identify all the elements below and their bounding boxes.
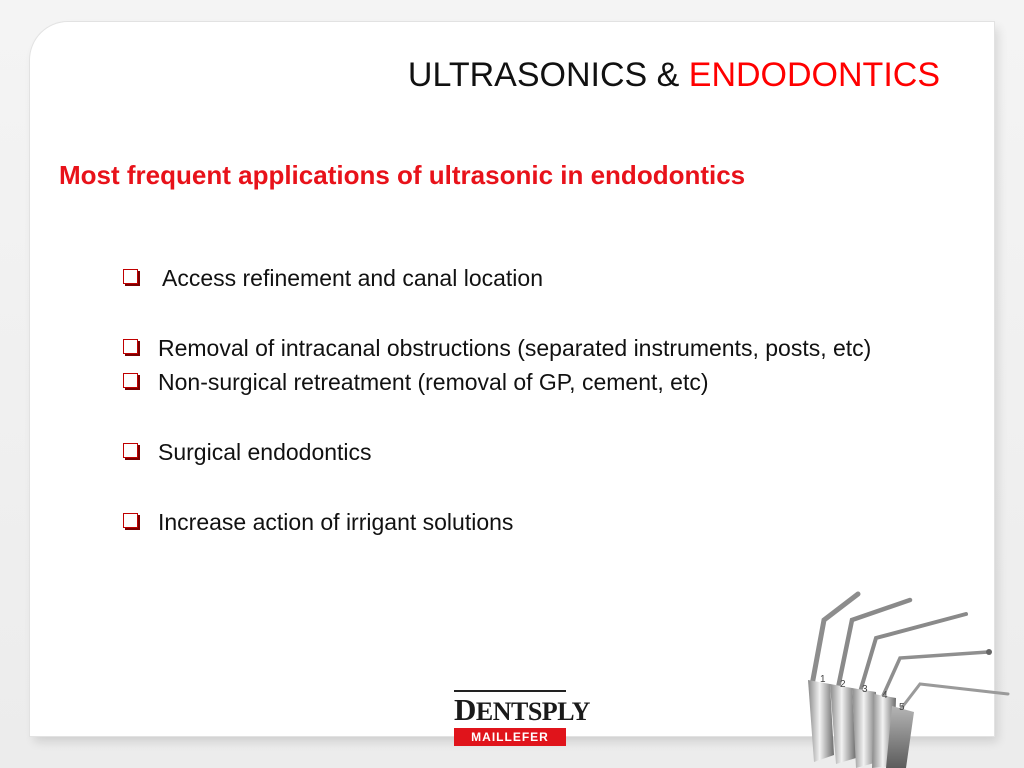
- bullet-text: Access refinement and canal location: [162, 265, 543, 291]
- ultrasonic-tips-image: [790, 580, 1024, 768]
- bullet-item: [120, 506, 950, 538]
- bullet-text: Surgical endodontics: [158, 439, 372, 465]
- logo-initial: D: [454, 692, 476, 727]
- logo-wordmark: [454, 692, 590, 727]
- checkbox-bullet-icon: [123, 269, 138, 284]
- tip-number: 4: [882, 690, 888, 701]
- bullet-text: Removal of intracanal obstructions (separated instruments, posts, etc): [158, 335, 872, 361]
- bullet-item: [120, 332, 950, 364]
- title-main: ULTRASONICS &: [407, 56, 689, 94]
- bullet-text: Increase action of irrigant solutions: [158, 509, 514, 535]
- slide-title: [408, 55, 940, 95]
- tip-number: 1: [820, 674, 826, 685]
- logo-subbrand: MAILLEFER: [454, 728, 566, 746]
- bullet-item: [120, 366, 950, 398]
- checkbox-bullet-icon: [123, 513, 138, 528]
- bullet-list: [120, 262, 950, 538]
- title-accent: ENDODONTICS: [688, 56, 940, 94]
- bullet-item: [120, 262, 950, 294]
- checkbox-bullet-icon: [123, 443, 138, 458]
- tip-number: 5: [899, 702, 905, 713]
- checkbox-bullet-icon: [123, 373, 138, 388]
- dentsply-maillefer-logo: [454, 690, 590, 746]
- slide-subtitle: Most frequent applications of ultrasonic in endodontics: [59, 160, 746, 190]
- bullet-text: Non-surgical retreatment (removal of GP, cement, etc): [158, 369, 709, 395]
- tip-5: [886, 684, 1008, 768]
- tip-number: 2: [840, 679, 846, 690]
- checkbox-bullet-icon: [123, 339, 138, 354]
- logo-rest: ENTSPLY: [475, 697, 590, 726]
- tip-number: 3: [862, 684, 868, 695]
- bullet-item: [120, 436, 950, 468]
